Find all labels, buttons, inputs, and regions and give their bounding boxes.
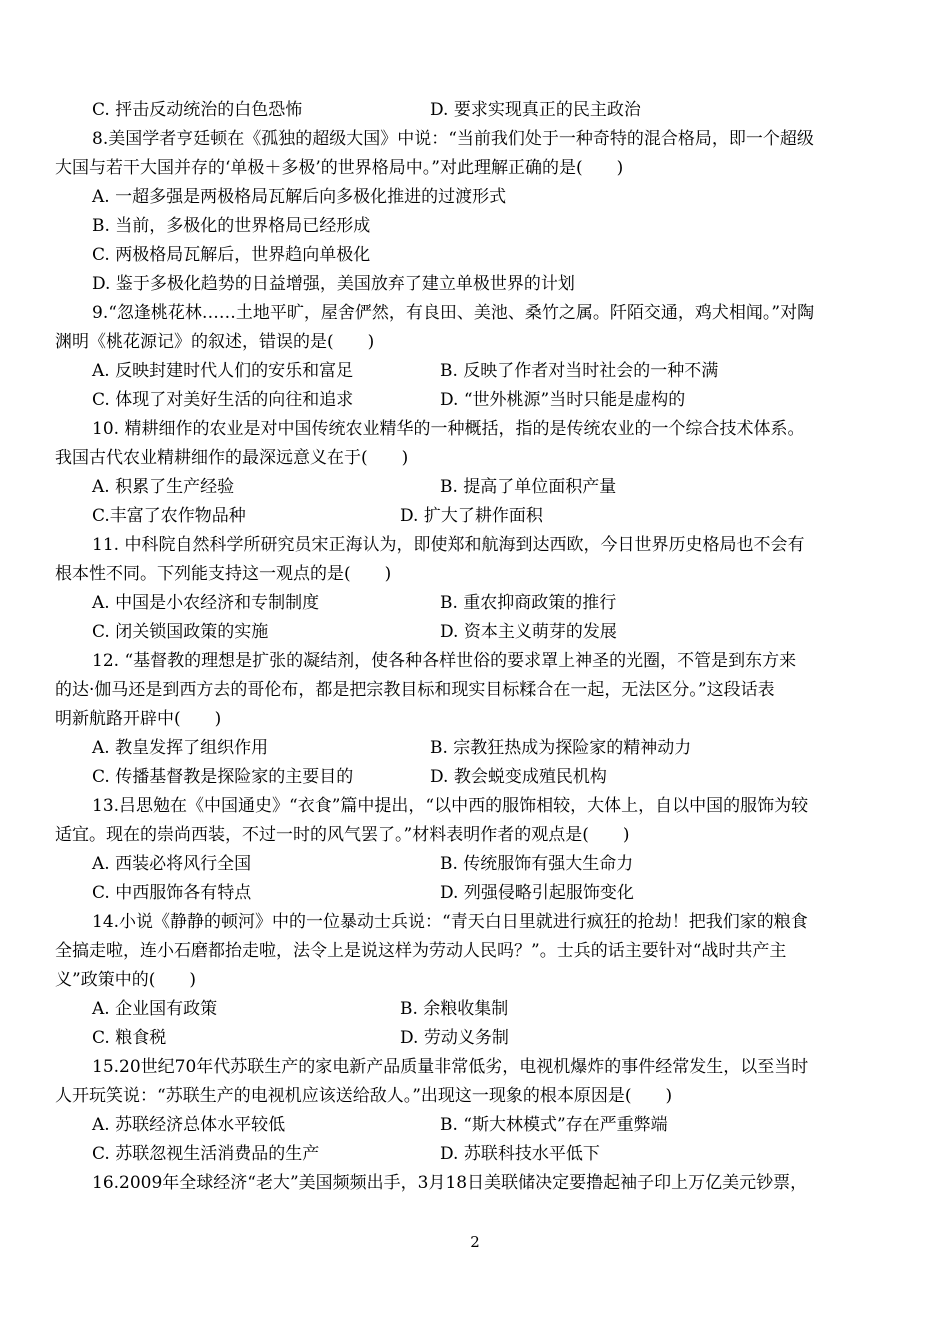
text-line (92, 504, 543, 528)
line-text: 16.2009年全球经济“老大”美国频频出手，3月18日美联储决定要撸起袖子印上万亿美元钞票， (92, 1173, 808, 1193)
line-text: C. 闭关锁国政策的实施 (92, 622, 269, 642)
text-line (55, 968, 196, 992)
line-text: 15.20世纪70年代苏联生产的家电新产品质量非常低劣，电视机爆炸的事件经常发生，以至当时 (92, 1057, 809, 1077)
text-line (92, 1055, 808, 1079)
line-text: C. 抨击反动统治的白色恐怖 (92, 100, 303, 120)
text-line (55, 678, 775, 702)
text-line (92, 243, 370, 267)
line-text: 明新航路开辟中( ) (55, 709, 222, 729)
text-line (92, 1142, 600, 1166)
line-text: 12. “基督教的理想是扩张的凝结剂，使各种各样世俗的要求罩上神圣的光圈，不管是到东方来 (92, 651, 797, 671)
text-line (92, 736, 692, 760)
text-line (92, 533, 804, 557)
option-text: B. 重农抑商政策的推行 (440, 593, 617, 613)
text-line (92, 794, 808, 818)
line-text: C. 粮食税 (92, 1028, 167, 1048)
text-line (92, 301, 814, 325)
text-line (55, 707, 221, 731)
text-line (92, 388, 686, 412)
line-text: D. 鉴于多极化趋势的日益增强，美国放弃了建立单极世界的计划 (92, 274, 575, 294)
text-line (92, 649, 796, 673)
option-text: B. 宗教狂热成为探险家的精神动力 (430, 738, 692, 758)
option-text: D. 劳动义务制 (400, 1028, 509, 1048)
option-text: B. 反映了作者对当时社会的一种不满 (440, 361, 719, 381)
text-line (55, 330, 374, 354)
line-text: C. 中西服饰各有特点 (92, 883, 252, 903)
line-text: 8.美国学者亨廷顿在《孤独的超级大国》中说：“当前我们处于一种奇特的混合格局，即一个超级 (92, 129, 814, 149)
line-text: 的达·伽马还是到西方去的哥伦布，都是把宗教目标和现实目标糅合在一起，无法区分。”这段话表 (55, 680, 775, 700)
line-text: A. 积累了生产经验 (92, 477, 235, 497)
option-text: B. 提高了单位面积产量 (440, 477, 617, 497)
text-line (92, 185, 506, 209)
option-text: B. “斯大林模式”存在严重弊端 (440, 1115, 668, 1135)
line-text: 我国古代农业精耕细作的最深远意义在于( ) (55, 448, 409, 468)
page-number: 2 (470, 1233, 480, 1251)
option-text: D. 教会蜕变成殖民机构 (430, 767, 607, 787)
line-text: C. 传播基督教是探险家的主要目的 (92, 767, 354, 787)
text-line (55, 939, 786, 963)
line-text: 根本性不同。下列能支持这一观点的是( ) (55, 564, 392, 584)
text-line (55, 823, 629, 847)
option-text: B. 余粮收集制 (400, 999, 509, 1019)
line-text: B. 当前，多极化的世界格局已经形成 (92, 216, 371, 236)
text-line (55, 446, 408, 470)
text-line (92, 997, 509, 1021)
line-text: 义”政策中的( ) (55, 970, 196, 990)
option-text: D. 资本主义萌芽的发展 (440, 622, 617, 642)
text-line (92, 475, 617, 499)
line-text: A. 反映封建时代人们的安乐和富足 (92, 361, 354, 381)
line-text: A. 教皇发挥了组织作用 (92, 738, 269, 758)
option-text: D. 列强侵略引起服饰变化 (440, 883, 634, 903)
text-line (92, 98, 641, 122)
text-line (92, 1113, 668, 1137)
line-text: 适宜。现在的崇尚西装，不过一时的风气罢了。”材料表明作者的观点是( ) (55, 825, 630, 845)
line-text: A. 西装必将风行全国 (92, 854, 252, 874)
text-line (92, 765, 607, 789)
line-text: C. 苏联忽视生活消费品的生产 (92, 1144, 320, 1164)
line-text: 11. 中科院自然科学所研究员宋正海认为，即使郑和航海到达西欧，今日世界历史格局也不会有 (92, 535, 805, 555)
text-line (92, 620, 617, 644)
text-line (92, 214, 370, 238)
line-text: 大国与若干大国并存的‘单极＋多极’的世界格局中。”对此理解正确的是( ) (55, 158, 624, 178)
text-line (92, 852, 634, 876)
line-text: 全搞走啦，连小石磨都抬走啦，法令上是说这样为劳动人民吗？”。士兵的话主要针对“战时共产主 (55, 941, 787, 961)
option-text: B. 传统服饰有强大生命力 (440, 854, 634, 874)
text-line (92, 591, 617, 615)
line-text: 9.“忽逢桃花林……土地平旷，屋舍俨然，有良田、美池、桑竹之属。阡陌交通，鸡犬相闻。”对陶 (92, 303, 815, 323)
text-line (92, 272, 575, 296)
line-text: A. 苏联经济总体水平较低 (92, 1115, 286, 1135)
text-line (92, 127, 814, 151)
line-text: A. 中国是小农经济和专制制度 (92, 593, 320, 613)
text-line (55, 562, 391, 586)
line-text: 10. 精耕细作的农业是对中国传统农业精华的一种概括，指的是传统农业的一个综合技术体系。 (92, 419, 805, 439)
option-text: D. 要求实现真正的民主政治 (430, 100, 641, 120)
line-text: C. 两极格局瓦解后，世界趋向单极化 (92, 245, 371, 265)
text-line (92, 1171, 807, 1195)
text-line (55, 1084, 672, 1108)
text-line (55, 156, 623, 180)
option-text: D. 苏联科技水平低下 (440, 1144, 600, 1164)
line-text: 渊明《桃花源记》的叙述，错误的是( ) (55, 332, 375, 352)
option-text: D. 扩大了耕作面积 (400, 506, 543, 526)
text-line (92, 417, 804, 441)
line-text: C.丰富了农作物品种 (92, 506, 246, 526)
line-text: A. 企业国有政策 (92, 999, 218, 1019)
text-line (92, 881, 634, 905)
line-text: 人开玩笑说：“苏联生产的电视机应该送给敌人。”出现这一现象的根本原因是( ) (55, 1086, 673, 1106)
line-text: A. 一超多强是两极格局瓦解后向多极化推进的过渡形式 (92, 187, 507, 207)
line-text: 14.小说《静静的顿河》中的一位暴动士兵说：“青天白日里就进行疯狂的抢劫！把我们家的粮食 (92, 912, 808, 932)
text-line (92, 1026, 509, 1050)
text-line (92, 910, 808, 934)
text-line (92, 359, 719, 383)
line-text: 13.吕思勉在《中国通史》“衣食”篇中提出，“以中西的服饰相较，大体上，自以中国的服饰为较 (92, 796, 809, 816)
option-text: D. “世外桃源”当时只能是虚构的 (440, 390, 686, 410)
line-text: C. 体现了对美好生活的向往和追求 (92, 390, 354, 410)
